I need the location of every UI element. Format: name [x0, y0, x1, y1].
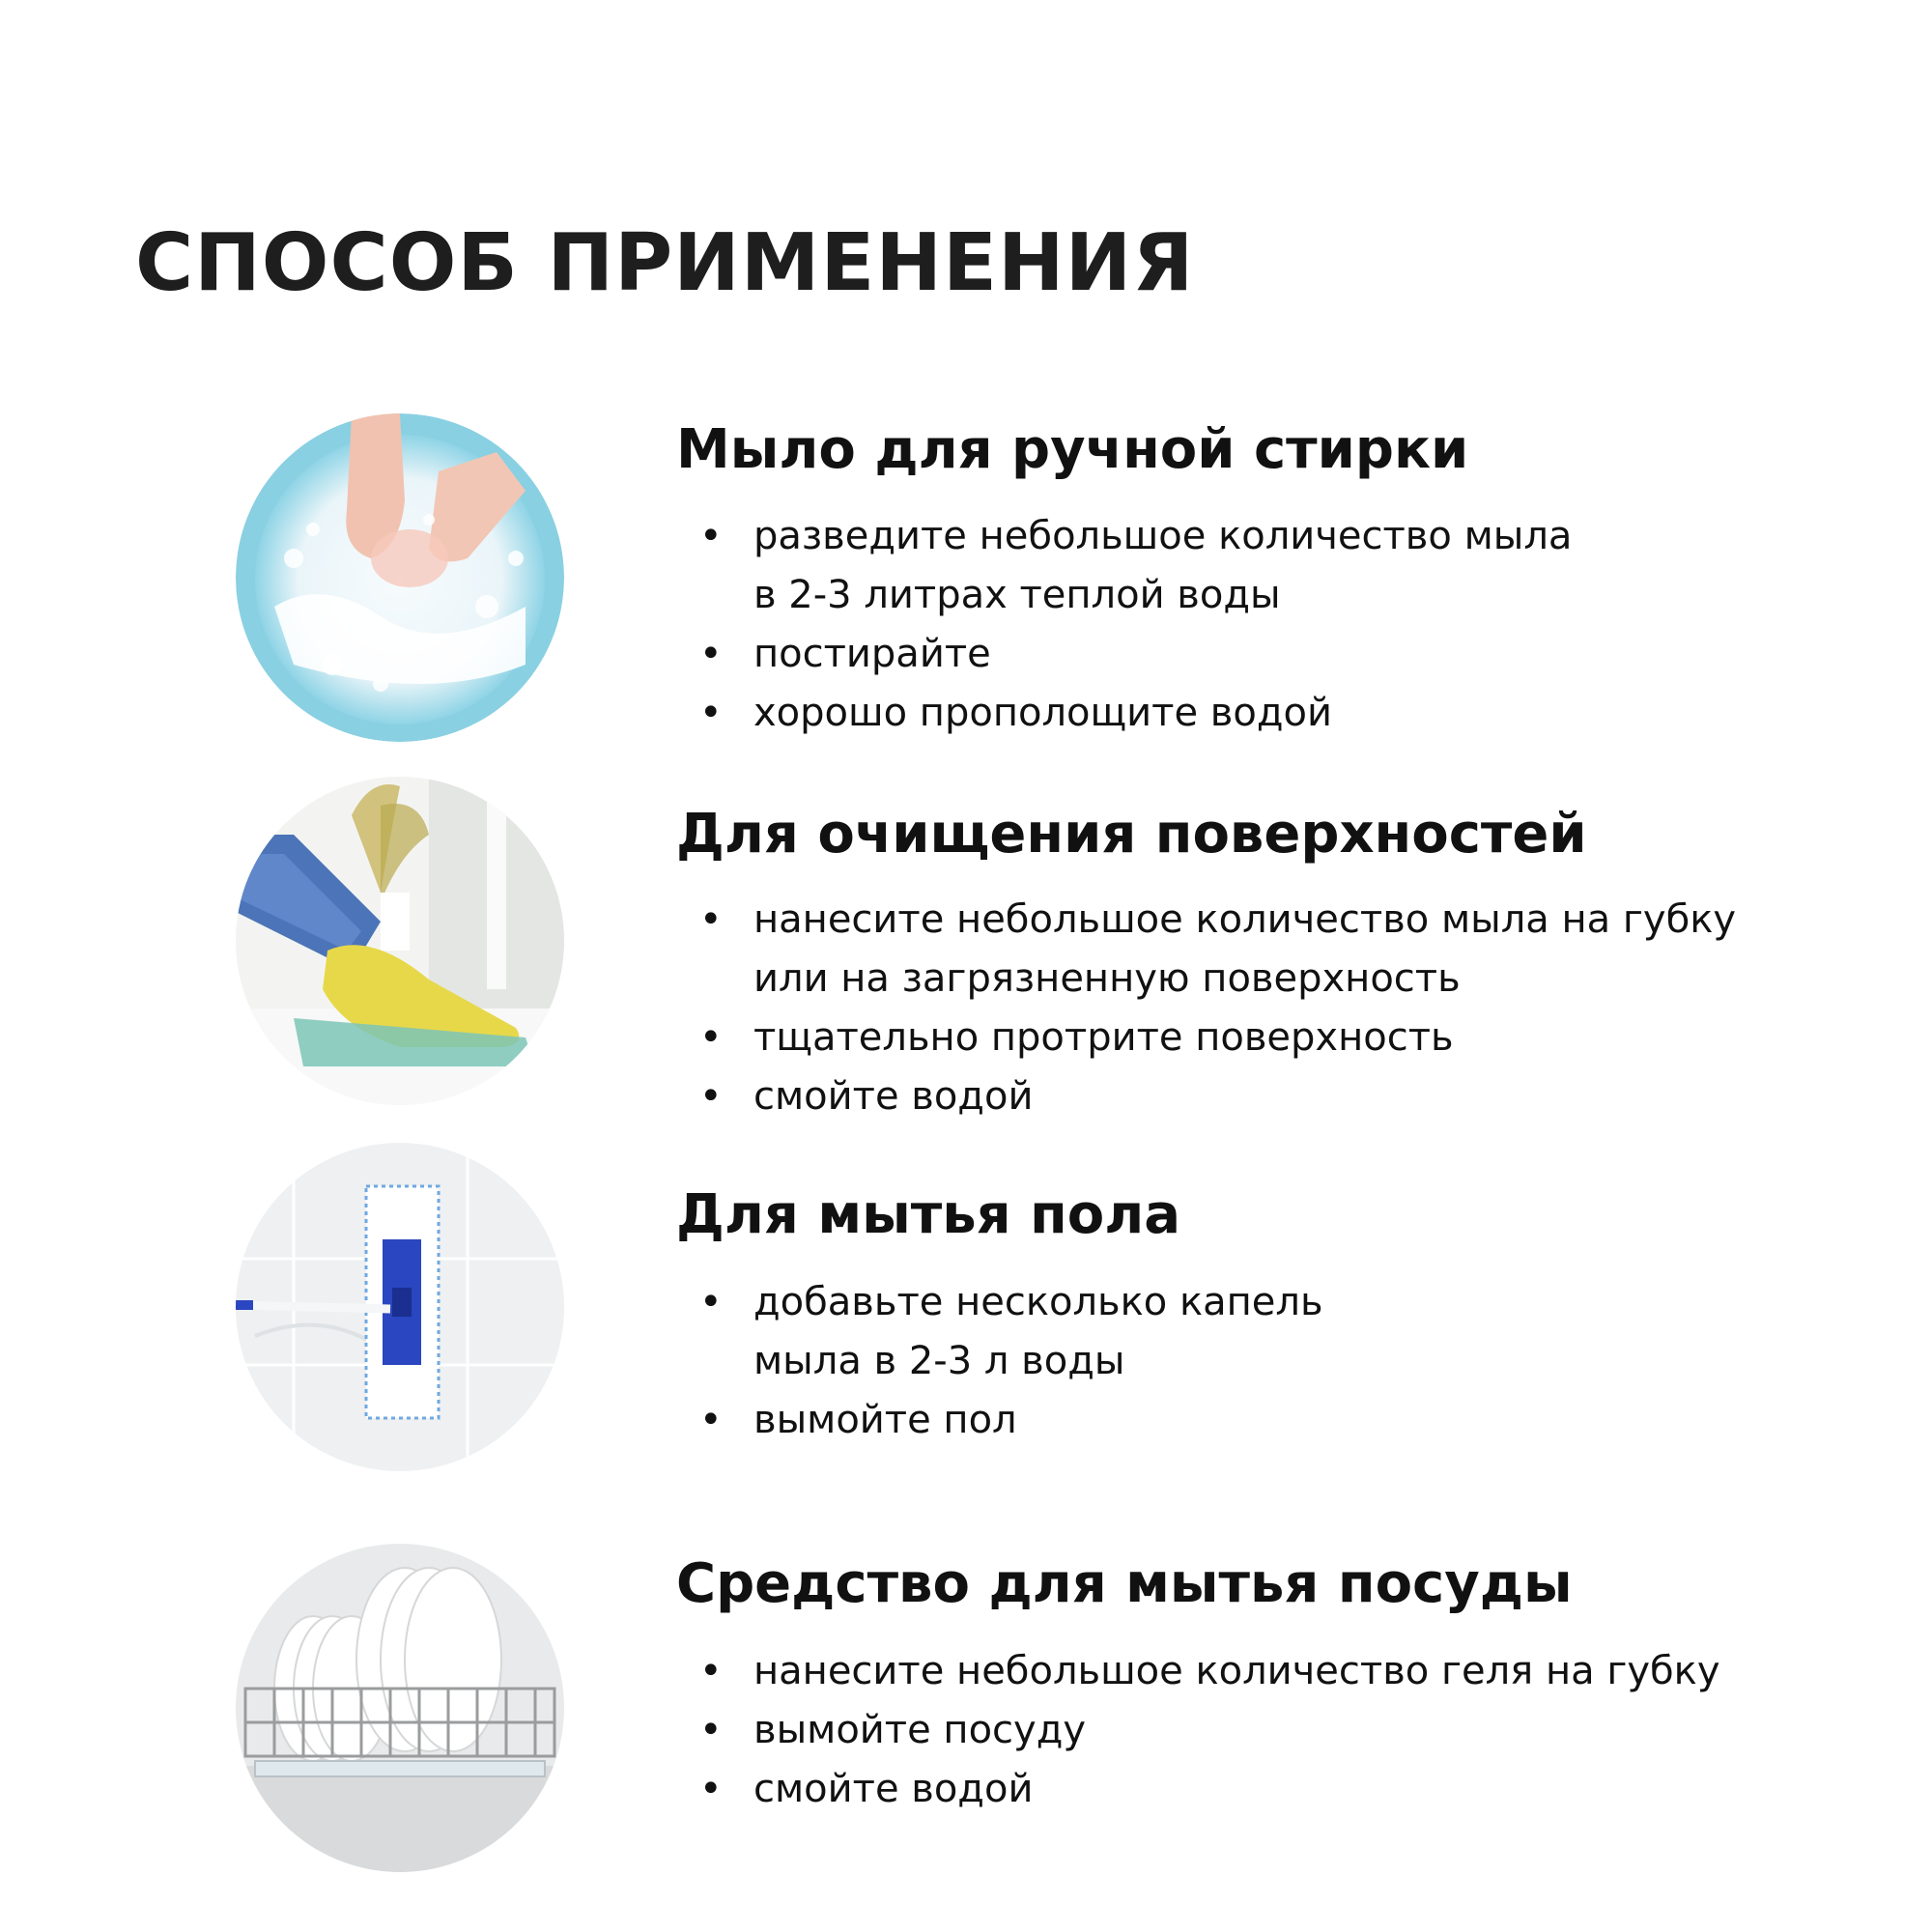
bullet-icon: •: [699, 1649, 723, 1693]
step-text: в 2-3 литрах теплой воды: [753, 573, 1281, 617]
dish-rack-image: [236, 1544, 564, 1872]
step-text: тщательно протрите поверхность: [753, 1015, 1454, 1060]
bullet-icon: •: [699, 1280, 723, 1324]
bullet-icon: •: [699, 1015, 723, 1060]
section-title-hand-wash: Мыло для ручной стирки: [676, 418, 1469, 481]
surface-cleaning-image: [236, 777, 564, 1105]
floor-mop-illustration: [236, 1143, 564, 1471]
bullet-icon: •: [699, 1398, 723, 1442]
step-text: вымойте пол: [753, 1398, 1017, 1442]
step-text: добавьте несколько капель: [753, 1280, 1323, 1324]
steps-list-dish-washing: [699, 1642, 1720, 1819]
section-title-surface-cleaning: Для очищения поверхностей: [676, 803, 1587, 866]
bullet-icon: •: [699, 1767, 723, 1811]
step-text: постирайте: [753, 632, 991, 676]
steps-list-floor-mop: [699, 1273, 1323, 1450]
list-item: [699, 507, 1572, 625]
steps-list-surface-cleaning: [699, 891, 1736, 1126]
list-item: [699, 1273, 1323, 1391]
bullet-icon: •: [699, 632, 723, 676]
surface-cleaning-illustration: [236, 777, 564, 1105]
hand-washing-illustration: [236, 413, 564, 742]
step-text: мыла в 2-3 л воды: [753, 1339, 1125, 1383]
list-item: [699, 1760, 1720, 1819]
list-item: [699, 891, 1736, 1009]
step-text: нанесите небольшое количество мыла на губку: [753, 897, 1737, 942]
step-text: хорошо прополощите водой: [753, 691, 1332, 735]
bullet-icon: •: [699, 691, 723, 735]
floor-mop-image: [236, 1143, 564, 1471]
step-text: смойте водой: [753, 1767, 1034, 1811]
list-item: [699, 1067, 1736, 1126]
list-item: [699, 684, 1572, 743]
list-item: [699, 1642, 1720, 1701]
hand-washing-image: [236, 413, 564, 742]
steps-list-hand-wash: [699, 507, 1572, 743]
section-title-floor-mop: Для мытья пола: [676, 1183, 1181, 1246]
page-title: СПОСОБ ПРИМЕНЕНИЯ: [135, 217, 1195, 309]
list-item: [699, 625, 1572, 684]
section-title-dish-washing: Средство для мытья посуды: [676, 1552, 1573, 1615]
bullet-icon: •: [699, 514, 723, 558]
step-text: смойте водой: [753, 1074, 1034, 1119]
dish-rack-illustration: [236, 1544, 564, 1872]
step-text: разведите небольшое количество мыла: [753, 514, 1573, 558]
bullet-icon: •: [699, 1708, 723, 1752]
list-item: [699, 1701, 1720, 1760]
bullet-icon: •: [699, 897, 723, 942]
list-item: [699, 1391, 1323, 1450]
step-text: или на загрязненную поверхность: [753, 956, 1461, 1001]
list-item: [699, 1009, 1736, 1067]
bullet-icon: •: [699, 1074, 723, 1119]
step-text: вымойте посуду: [753, 1708, 1087, 1752]
step-text: нанесите небольшое количество геля на губку: [753, 1649, 1720, 1693]
